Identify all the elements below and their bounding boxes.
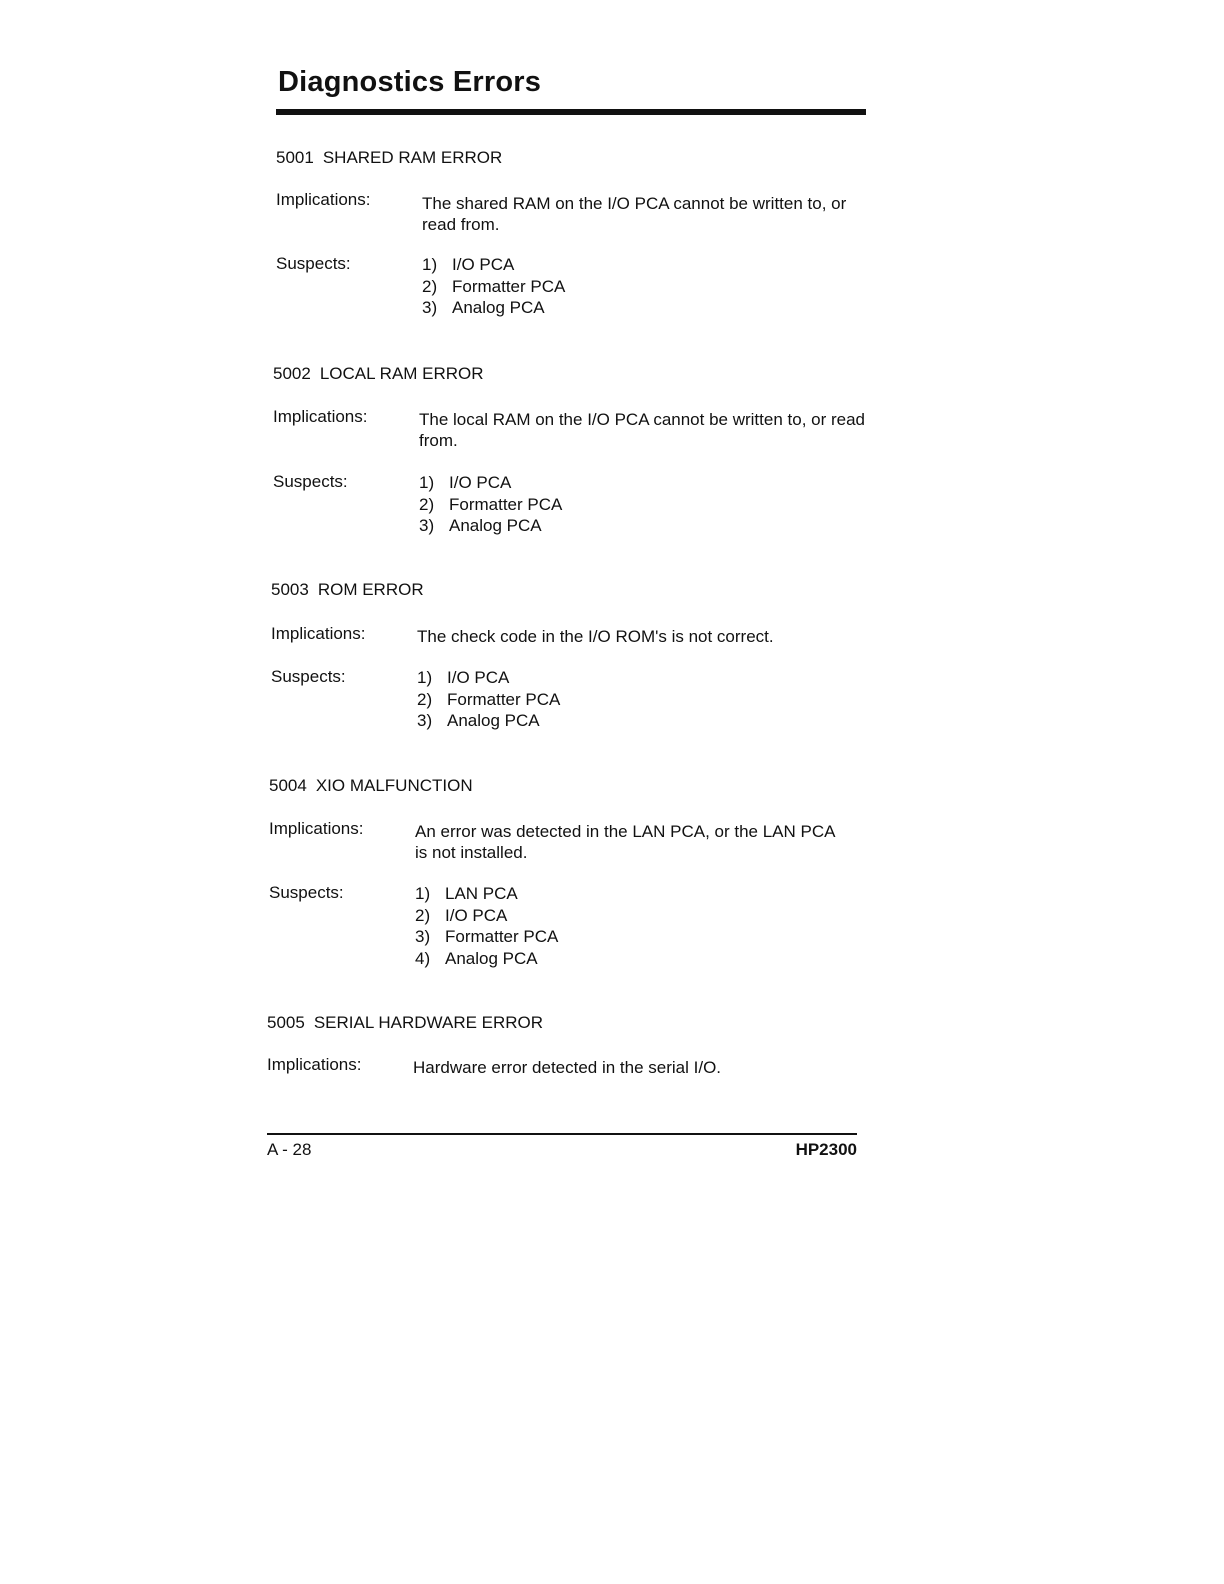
suspects-label: Suspects:	[269, 883, 344, 902]
suspects-label: Suspects:	[273, 472, 348, 491]
implications-label: Implications:	[271, 624, 366, 643]
error-section-5002	[273, 364, 873, 544]
error-heading	[269, 776, 473, 796]
suspect-item: 1) I/O PCA	[419, 473, 512, 492]
error-heading	[276, 148, 502, 168]
title-rule	[276, 109, 866, 115]
suspect-list	[415, 883, 558, 969]
error-section-5001	[276, 148, 876, 328]
implications-label: Implications:	[276, 190, 371, 209]
suspect-item: 3) Analog PCA	[419, 516, 542, 535]
implications-label: Implications:	[267, 1055, 362, 1074]
error-code: 5003	[271, 580, 309, 599]
suspect-item: 4) Analog PCA	[415, 948, 538, 968]
suspect-item: 2) Formatter PCA	[417, 689, 561, 709]
suspect-item: 2) Formatter PCA	[419, 494, 563, 514]
implications-label: Implications:	[269, 819, 364, 838]
suspect-item: 1) I/O PCA	[417, 668, 510, 687]
model-name: HP2300	[795, 1140, 857, 1159]
error-name: ROM ERROR	[317, 580, 424, 599]
implications-label: Implications:	[273, 407, 368, 426]
suspect-item: 1) I/O PCA	[422, 255, 515, 274]
error-name: LOCAL RAM ERROR	[319, 364, 484, 383]
suspect-item: 3) Analog PCA	[417, 711, 540, 730]
suspect-item: 1) LAN PCA	[415, 884, 518, 903]
suspect-list	[417, 667, 560, 732]
suspect-list	[422, 254, 565, 319]
suspect-item: 3) Formatter PCA	[415, 927, 559, 946]
error-heading	[273, 364, 484, 384]
implications-text: The local RAM on the I/O PCA cannot be written to, or read from.	[419, 410, 866, 450]
implications-text: The check code in the I/O ROM's is not correct.	[417, 627, 774, 646]
page-number: A - 28	[267, 1140, 312, 1159]
page-title: Diagnostics Errors	[278, 66, 542, 98]
error-code: 5002	[273, 364, 311, 383]
error-section-5004	[269, 776, 869, 976]
suspect-item: 2) Formatter PCA	[422, 276, 566, 296]
error-name: XIO MALFUNCTION	[315, 776, 473, 795]
suspect-list	[419, 472, 562, 537]
error-heading	[271, 580, 424, 600]
implications-text: Hardware error detected in the serial I/O.	[413, 1058, 722, 1077]
error-code: 5001	[276, 148, 314, 167]
implications-text: An error was detected in the LAN PCA, or the LAN PCA is not installed.	[415, 822, 835, 862]
error-heading	[267, 1013, 543, 1033]
error-name: SERIAL HARDWARE ERROR	[313, 1013, 544, 1032]
error-code: 5005	[267, 1013, 305, 1032]
suspects-label: Suspects:	[276, 254, 351, 273]
footer-rule	[267, 1133, 857, 1135]
suspects-label: Suspects:	[271, 667, 346, 686]
error-code: 5004	[269, 776, 307, 795]
error-name: SHARED RAM ERROR	[322, 148, 503, 167]
error-section-5005	[267, 1013, 867, 1083]
error-section-5003	[271, 580, 871, 740]
suspect-item: 2) I/O PCA	[415, 905, 508, 925]
implications-text: The shared RAM on the I/O PCA cannot be written to, or read from.	[422, 194, 847, 234]
suspect-item: 3) Analog PCA	[422, 298, 545, 317]
